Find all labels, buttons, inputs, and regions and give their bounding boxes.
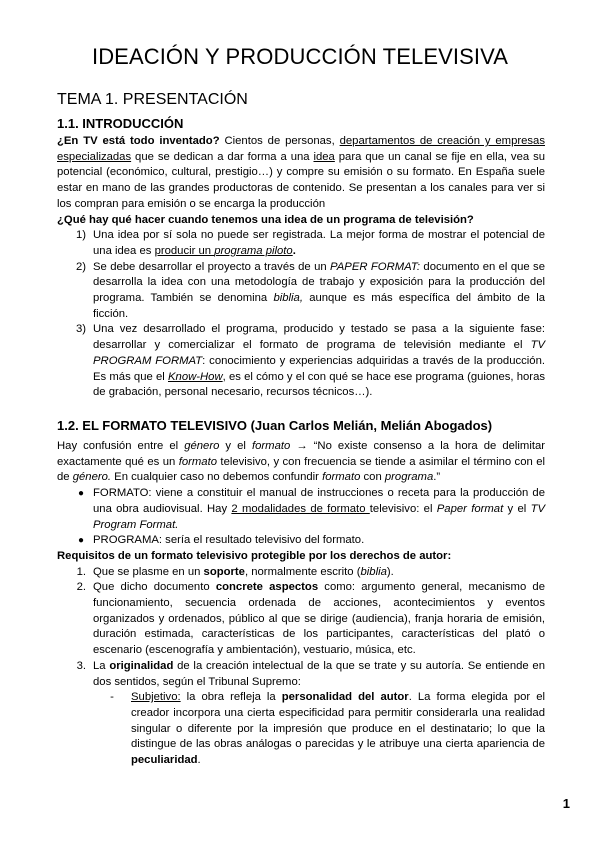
- intro-paragraph: ¿En TV está todo inventado? Cientos de personas, departamentos de creación y empresas especializadas que se dedican a dar forma a una idea para que un canal se fije en ella, vea su potencial (económico, cultural, prestigio…) y compre su emisión o su formato. En España suele estar en mano de las grandes productoras de contenido. Se presentan a los canales para ver si los compran para emisión o se encarga la producción: [57, 135, 546, 210]
- bullet-item: ● PROGRAMA: sería el resultado televisivo del formato.: [57, 533, 545, 549]
- bullet-item: ● FORMATO: viene a constituir el manual de instrucciones o receta para la producción de una obra audiovisual. Hay 2 modalidades de formato televisivo: el Paper format y el TV Program Format.: [57, 486, 545, 533]
- section-1-body: [57, 134, 545, 401]
- underlined-idea: idea: [313, 150, 335, 163]
- bullet-icon: ●: [77, 488, 84, 500]
- step-item: 1) Una idea por sí sola no puede ser registrada. La mejor forma de mostrar el potencial de una idea es producir un programa piloto.: [75, 229, 545, 257]
- document-title: IDEACIÓN Y PRODUCCIÓN TELEVISIVA: [91, 44, 508, 69]
- section-2-body: [57, 439, 545, 769]
- bullet-icon: ●: [77, 535, 84, 547]
- sub-item-subjective: - Subjetivo: la obra refleja la personalidad del autor. La forma elegida por el creador incorpora una cierta especificidad para permitir considerarla una realidad singular o diferente por la impresión que produce en el destinatario; lo que la distingue de las obras análogas o parecidas y le atribuye una cierta apariencia de peculiaridad.: [93, 690, 545, 769]
- step-item: 3) Una vez desarrollado el programa, producido y testado se pasa a la siguiente fase: desarrollar y comercializar el formato de programa de televisión mediante el TV PROGRAM FORMAT: conocimiento y experiencias adquiridas a través de la producción. Es más que el Know-How, es el cómo y el con qué se hace ese programa (guiones, horas de grabación, personal necesario, recursos técnicos…).: [75, 323, 545, 399]
- dash-marker: -: [110, 691, 114, 704]
- intro-question: ¿En TV está todo inventado?: [57, 135, 220, 147]
- section-2-heading: 1.2. EL FORMATO TELEVISIVO (Juan Carlos Melián, Melián Abogados): [57, 418, 493, 433]
- link-departments: departamentos de creación y empresas especializadas: [57, 135, 545, 163]
- question-heading: ¿Qué hay qué hacer cuando tenemos una idea de un programa de televisión?: [57, 213, 474, 226]
- requirements-heading: Requisitos de un formato televisivo protegible por los derechos de autor:: [57, 549, 452, 562]
- page-number: 1: [562, 796, 570, 811]
- requirement-item: 2. Que dicho documento concrete aspectos como: argumento general, mecanismo de funcionamiento, secuencia ordenada de acciones, acontecimientos y eventos organizados y ordenados, público al que se dirige (audiencia), franja horaria de emisión, duración estimada, características de los participantes, características del plató o escenario (escenografía y ambientación), vestuario, música, etc.: [76, 581, 545, 657]
- step-item: 2) Se debe desarrollar el proyecto a través de un PAPER FORMAT: documento en el que se desarrolla la idea con una metodología de trabajo y exposición para la producción del programa. También se denomina biblia, aunque es más específica del ámbito de la ficción.: [75, 260, 545, 320]
- topic-heading: TEMA 1. PRESENTACIÓN: [57, 91, 248, 108]
- requirement-item: 1. Que se plasme en un soporte, normalmente escrito (biblia).: [76, 565, 394, 578]
- section-1-heading: 1.1. INTRODUCCIÓN: [57, 116, 184, 131]
- requirement-item: 3. La originalidad de la creación intelectual de la que se trate y su autoría. Se entiende en dos sentidos, según el Tribunal Supremo:: [76, 659, 545, 688]
- format-intro-paragraph: Hay confusión entre el género y el formato → “No existe consenso a la hora de delimitar exactamente qué es un formato televisivo, y con frecuencia se tiende a asimilar el término con el de género. En cualquier caso no debemos confundir formato con programa.”: [57, 440, 546, 484]
